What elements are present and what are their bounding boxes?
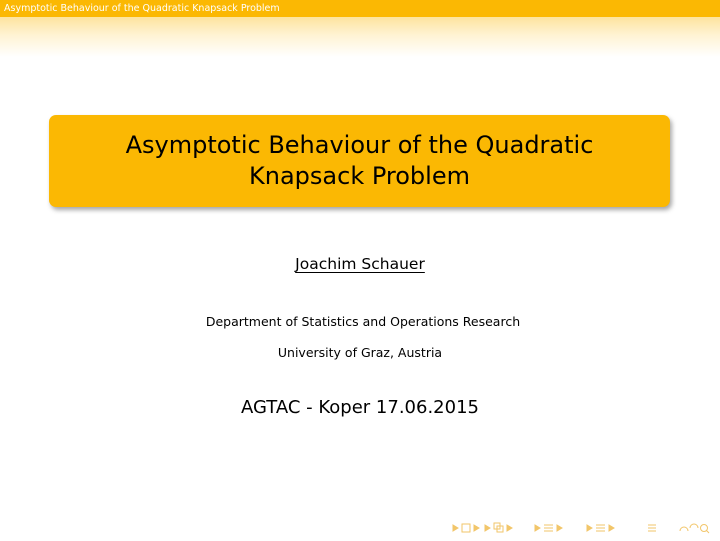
next-arrow-icon[interactable] — [557, 525, 562, 531]
headline-bar — [0, 0, 720, 17]
running-title: Asymptotic Behaviour of the Quadratic Knapsack Problem — [4, 3, 280, 14]
header-fade — [0, 17, 720, 57]
align-icon[interactable] — [648, 525, 656, 531]
author-name: Joachim Schauer — [295, 255, 425, 273]
title-block — [49, 115, 670, 207]
subsection-icon[interactable] — [494, 523, 503, 532]
next-arrow-icon[interactable] — [507, 525, 512, 531]
frame-icon[interactable] — [462, 524, 470, 532]
university: University of Graz, Austria — [277, 345, 443, 360]
next-arrow-icon[interactable] — [474, 525, 479, 531]
prev-arrow-icon[interactable] — [453, 525, 458, 531]
prev-arrow-icon[interactable] — [485, 525, 490, 531]
department: Department of Statistics and Operations Research — [205, 314, 521, 329]
search-icon[interactable] — [680, 524, 709, 533]
event-date: AGTAC - Koper 17.06.2015 — [240, 397, 479, 418]
section-icon[interactable] — [544, 525, 553, 531]
prev-arrow-icon[interactable] — [535, 525, 540, 531]
author-row — [0, 255, 720, 273]
navigation-bar — [0, 518, 720, 538]
slide-title: Asymptotic Behaviour of the Quadratic Knapsack Problem — [125, 131, 594, 190]
document-icon[interactable] — [596, 525, 605, 531]
next-arrow-icon[interactable] — [609, 525, 614, 531]
prev-arrow-icon[interactable] — [587, 525, 592, 531]
